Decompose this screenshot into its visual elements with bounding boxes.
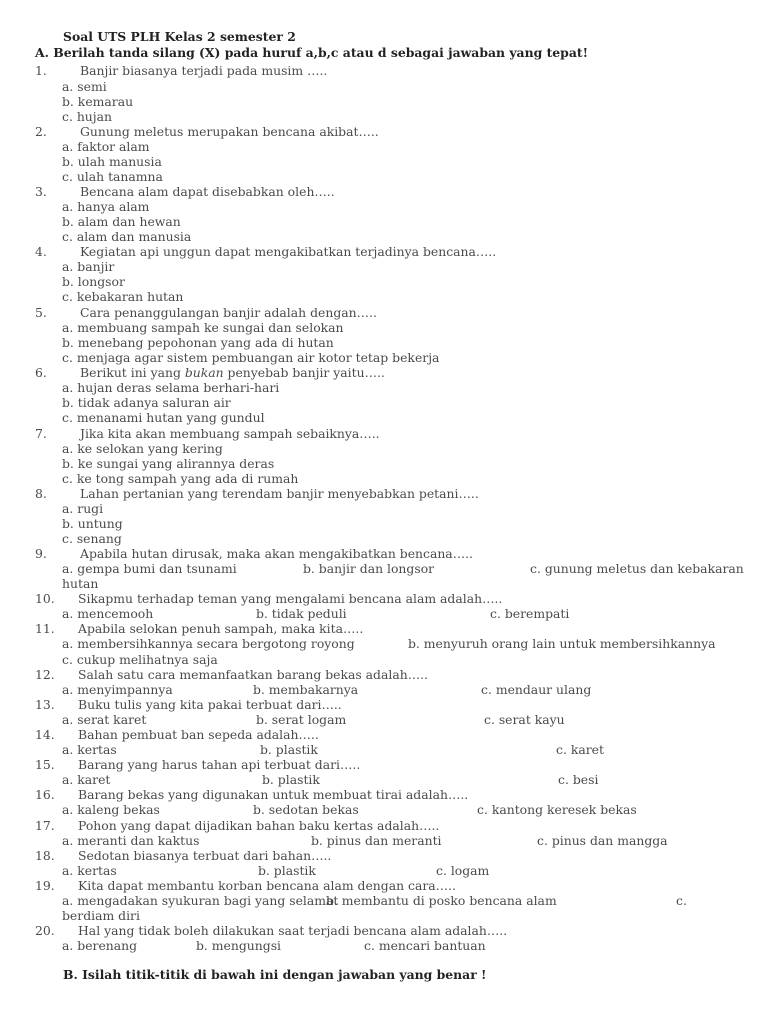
answer-option[interactable]: c. logam [436, 863, 490, 878]
emphasis-text: bukan [184, 365, 224, 380]
answer-option[interactable]: a. meranti dan kaktus [62, 833, 200, 848]
answer-option[interactable]: c. serat kayu [484, 712, 565, 727]
answer-option[interactable]: c. ulah tanamna [62, 169, 163, 184]
answer-option[interactable]: b. menyuruh orang lain untuk membersihkannya [408, 636, 716, 651]
question-text: Lahan pertanian yang terendam banjir menyebabkan petani….. [80, 486, 479, 501]
answer-option[interactable]: a. serat karet [62, 712, 147, 727]
question-number: 10. [35, 591, 55, 606]
answer-option[interactable]: c. pinus dan mangga [537, 833, 668, 848]
answer-option[interactable]: b. sedotan bekas [253, 802, 359, 817]
answer-option[interactable]: a. ke selokan yang kering [62, 441, 223, 456]
answer-option[interactable]: a. karet [62, 772, 111, 787]
answer-option[interactable]: c. berempati [490, 606, 570, 621]
question-number: 20. [35, 923, 55, 938]
answer-option[interactable]: b. tidak adanya saluran air [62, 395, 231, 410]
answer-option[interactable]: c. karet [556, 742, 604, 757]
question-number: 19. [35, 878, 55, 893]
answer-option[interactable]: b. mengungsi [196, 938, 282, 953]
question-number: 13. [35, 697, 55, 712]
answer-option[interactable]: b. pinus dan meranti [311, 833, 442, 848]
question-text: Kegiatan api unggun dapat mengakibatkan terjadinya bencana….. [80, 244, 497, 259]
question-number: 3. [35, 184, 47, 199]
answer-option[interactable]: c. besi [558, 772, 599, 787]
answer-option[interactable]: a. hanya alam [62, 199, 150, 214]
question-text: Banjir biasanya terjadi pada musim ….. [80, 63, 328, 78]
question-text: Bahan pembuat ban sepeda adalah….. [78, 727, 319, 742]
answer-option[interactable]: a. berenang [62, 938, 138, 953]
answer-option[interactable]: b. serat logam [256, 712, 347, 727]
answer-option[interactable]: c. ke tong sampah yang ada di rumah [62, 471, 299, 486]
answer-option[interactable]: b. ulah manusia [62, 154, 162, 169]
question-number: 18. [35, 848, 55, 863]
question-number: 7. [35, 426, 47, 441]
question-number: 4. [35, 244, 47, 259]
answer-option[interactable]: b. tidak peduli [256, 606, 347, 621]
answer-option[interactable]: c. hujan [62, 109, 112, 124]
answer-option[interactable]: b. plastik [260, 742, 318, 757]
answer-option[interactable]: a. semi [62, 79, 107, 94]
answer-option[interactable]: b. alam dan hewan [62, 214, 181, 229]
answer-option[interactable]: a. membersihkannya secara bergotong royong [62, 636, 355, 651]
answer-option[interactable]: b. menebang pepohonan yang ada di hutan [62, 335, 334, 350]
question-text: Bencana alam dapat disebabkan oleh….. [80, 184, 335, 199]
answer-option[interactable]: a. mengadakan syukuran bagi yang selamat [62, 893, 339, 908]
answer-option[interactable]: a. gempa bumi dan tsunami [62, 561, 237, 576]
question-number: 16. [35, 787, 55, 802]
answer-option[interactable]: c. kebakaran hutan [62, 289, 184, 304]
question-text: Barang yang harus tahan api terbuat dari….. [78, 757, 361, 772]
question-text: Sikapmu terhadap teman yang mengalami bencana alam adalah….. [78, 591, 503, 606]
question-text: Jika kita akan membuang sampah sebaiknya….. [80, 426, 380, 441]
question-number: 15. [35, 757, 55, 772]
answer-option[interactable]: a. banjir [62, 259, 115, 274]
answer-option[interactable]: c. kantong keresek bekas [477, 802, 637, 817]
answer-option[interactable]: c. [676, 893, 687, 908]
question-number: 8. [35, 486, 47, 501]
question-number: 11. [35, 621, 55, 636]
answer-option[interactable]: b. membantu di posko bencana alam [326, 893, 557, 908]
document-title: Soal UTS PLH Kelas 2 semester 2 [63, 29, 296, 44]
question-text: Kita dapat membantu korban bencana alam dengan cara….. [78, 878, 456, 893]
question-number: 14. [35, 727, 55, 742]
answer-option[interactable]: c. mendaur ulang [481, 682, 592, 697]
answer-option-continuation: hutan [62, 576, 99, 591]
answer-option[interactable]: b. untung [62, 516, 123, 531]
question-number: 6. [35, 365, 47, 380]
question-text: Pohon yang dapat dijadikan bahan baku kertas adalah….. [78, 818, 440, 833]
answer-option[interactable]: c. menjaga agar sistem pembuangan air kotor tetap bekerja [62, 350, 440, 365]
question-text: Berikut ini yang bukan penyebab banjir yaitu….. [80, 365, 385, 380]
answer-option[interactable]: a. kertas [62, 863, 117, 878]
question-number: 1. [35, 63, 47, 78]
answer-option[interactable]: b. membakarnya [253, 682, 359, 697]
question-number: 2. [35, 124, 47, 139]
answer-option[interactable]: a. hujan deras selama berhari-hari [62, 380, 280, 395]
answer-option-continuation: berdiam diri [62, 908, 140, 923]
answer-option[interactable]: c. alam dan manusia [62, 229, 192, 244]
question-text: Apabila hutan dirusak, maka akan mengakibatkan bencana….. [80, 546, 473, 561]
answer-option[interactable]: a. membuang sampah ke sungai dan selokan [62, 320, 344, 335]
section-b-instruction: B. Isilah titik-titik di bawah ini dengan jawaban yang benar ! [63, 967, 487, 982]
answer-option-continuation: c. cukup melihatnya saja [62, 652, 218, 667]
question-text: Salah satu cara memanfaatkan barang bekas adalah….. [78, 667, 428, 682]
question-number: 12. [35, 667, 55, 682]
question-number: 9. [35, 546, 47, 561]
answer-option[interactable]: b. plastik [258, 863, 316, 878]
answer-option[interactable]: a. menyimpannya [62, 682, 173, 697]
answer-option[interactable]: c. gunung meletus dan kebakaran [530, 561, 744, 576]
answer-option[interactable]: c. senang [62, 531, 122, 546]
answer-option[interactable]: b. longsor [62, 274, 125, 289]
answer-option[interactable]: b. kemarau [62, 94, 134, 109]
answer-option[interactable]: b. banjir dan longsor [303, 561, 435, 576]
answer-option[interactable]: b. ke sungai yang alirannya deras [62, 456, 275, 471]
question-number: 5. [35, 305, 47, 320]
question-text: Barang bekas yang digunakan untuk membuat tirai adalah….. [78, 787, 469, 802]
answer-option[interactable]: a. kaleng bekas [62, 802, 160, 817]
answer-option[interactable]: b. plastik [262, 772, 320, 787]
question-text: Sedotan biasanya terbuat dari bahan….. [78, 848, 332, 863]
answer-option[interactable]: a. faktor alam [62, 139, 150, 154]
question-text: Cara penanggulangan banjir adalah dengan….. [80, 305, 377, 320]
answer-option[interactable]: c. menanami hutan yang gundul [62, 410, 265, 425]
answer-option[interactable]: a. mencemooh [62, 606, 154, 621]
question-text: Gunung meletus merupakan bencana akibat….. [80, 124, 379, 139]
section-a-instruction: A. Berilah tanda silang (X) pada huruf a,b,c atau d sebagai jawaban yang tepat! [35, 45, 589, 60]
question-text: Hal yang tidak boleh dilakukan saat terjadi bencana alam adalah….. [78, 923, 508, 938]
question-number: 17. [35, 818, 55, 833]
question-text: Buku tulis yang kita pakai terbuat dari….. [78, 697, 342, 712]
answer-option[interactable]: a. kertas [62, 742, 117, 757]
answer-option[interactable]: c. mencari bantuan [364, 938, 486, 953]
answer-option[interactable]: a. rugi [62, 501, 104, 516]
question-text: Apabila selokan penuh sampah, maka kita….. [78, 621, 364, 636]
